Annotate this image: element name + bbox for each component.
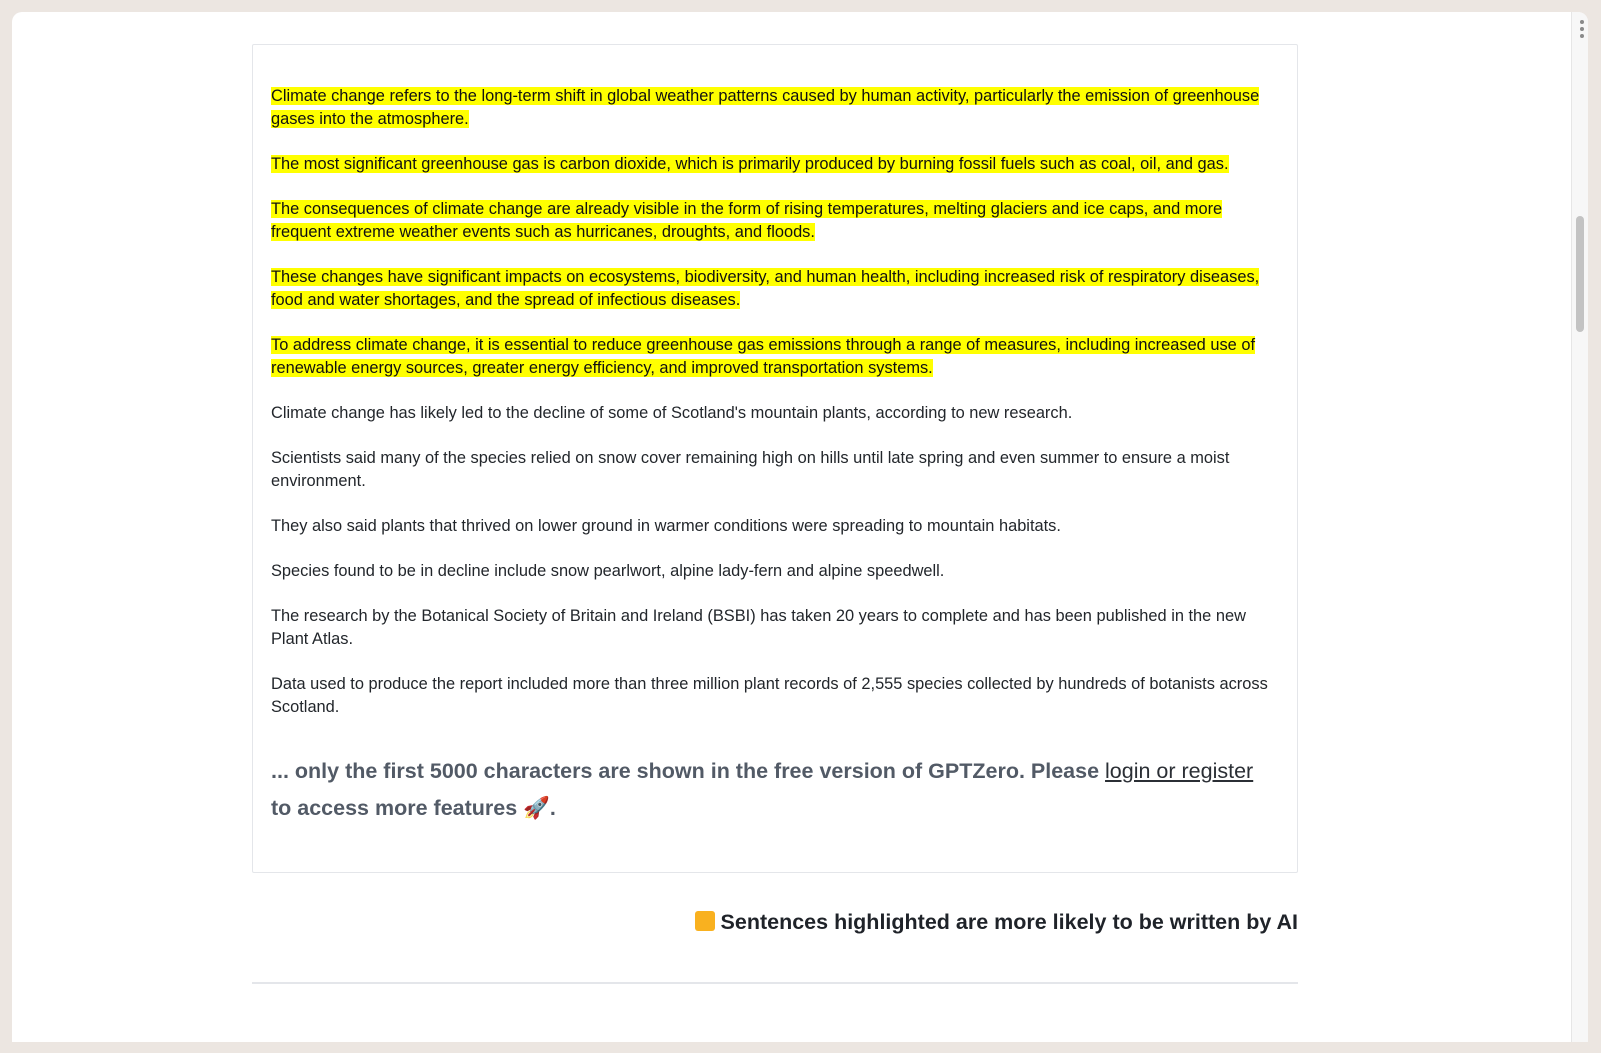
paragraph-highlighted-3 [271,198,1279,244]
text-analysis-panel [252,44,1298,873]
ai-highlighted-sentence: These changes have significant impacts on ecosystems, biodiversity, and human health, including increased risk of respiratory diseases, food and water shortages, and the spread of infectious diseases. [271,268,1260,309]
highlight-swatch-icon [695,911,715,931]
free-version-notice [271,753,1279,827]
scrollbar-thumb[interactable] [1576,216,1584,332]
ai-highlighted-sentence: The most significant greenhouse gas is carbon dioxide, which is primarily produced by burning fossil fuels such as coal, oil, and gas. [271,155,1229,173]
highlighted-paragraphs [271,85,1279,380]
paragraph-highlighted-5 [271,334,1279,380]
more-options-icon[interactable] [1580,20,1586,38]
notice-text-before: ... only the first 5000 characters are shown in the free version of GPTZero. Please [271,759,1106,783]
notice-text-after: to access more features 🚀. [271,796,556,820]
ai-highlighted-sentence: Climate change refers to the long-term shift in global weather patterns caused by human activity, particularly the emission of greenhouse gases into the atmosphere. [271,87,1260,128]
login-register-link[interactable]: login or register [1105,759,1254,783]
plain-paragraphs [271,402,1279,719]
section-divider [252,982,1298,984]
paragraph-plain-5: The research by the Botanical Society of Britain and Ireland (BSBI) has taken 20 years to complete and has been published in the new Plant Atlas. [271,607,1246,648]
paragraph-plain-1: Climate change has likely led to the decline of some of Scotland's mountain plants, according to new research. [271,404,1073,422]
paragraph-plain-6: Data used to produce the report included more than three million plant records of 2,555 species collected by hundreds of botanists across Scotland. [271,675,1268,716]
paragraph-plain-2: Scientists said many of the species relied on snow cover remaining high on hills until late spring and even summer to ensure a moist environment. [271,449,1230,490]
legend-text: Sentences highlighted are more likely to be written by AI [720,910,1298,934]
ai-highlighted-sentence: The consequences of climate change are already visible in the form of rising temperatures, melting glaciers and ice caps, and more frequent extreme weather events such as hurricanes, droughts, and floods. [271,200,1223,241]
highlight-legend [252,910,1298,935]
paragraph-highlighted-4 [271,266,1279,312]
paragraph-highlighted-2 [271,153,1279,176]
paragraph-highlighted-1 [271,85,1279,131]
ai-highlighted-sentence: To address climate change, it is essential to reduce greenhouse gas emissions through a range of measures, including increased use of renewable energy sources, greater energy efficiency, and improved transportation systems. [271,336,1256,377]
paragraph-plain-3: They also said plants that thrived on lower ground in warmer conditions were spreading to mountain habitats. [271,517,1061,535]
browser-window [12,12,1588,1042]
paragraph-plain-4: Species found to be in decline include snow pearlwort, alpine lady-fern and alpine speedwell. [271,562,945,580]
vertical-scrollbar[interactable] [1571,12,1588,1042]
